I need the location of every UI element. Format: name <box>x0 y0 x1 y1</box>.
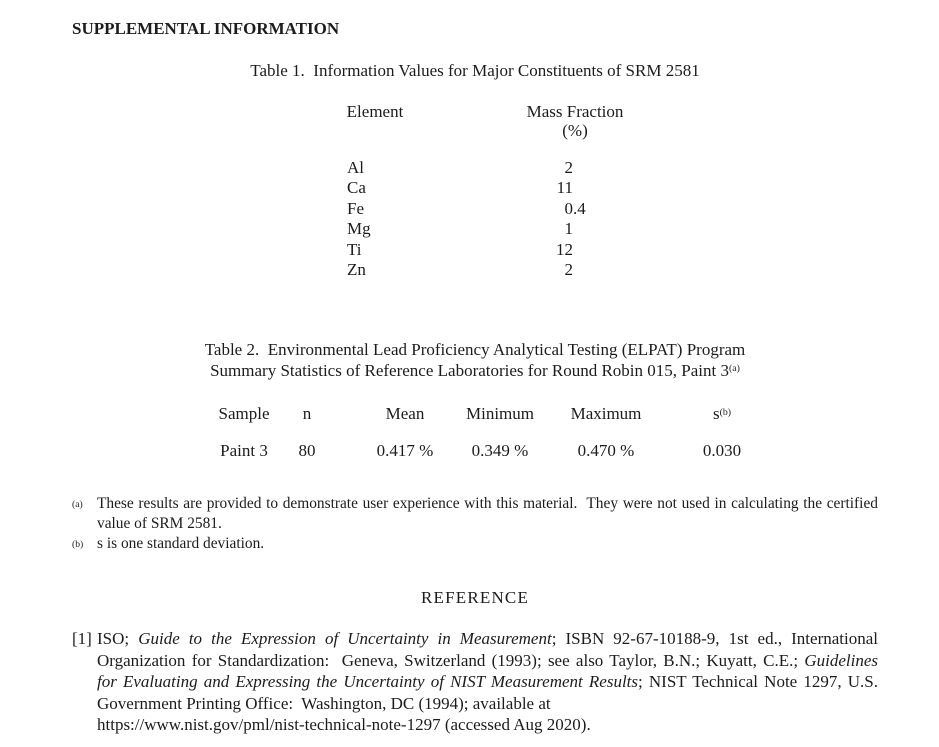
table2-header-minimum: Minimum <box>465 404 535 423</box>
footnotes <box>72 494 878 555</box>
reference-segment: ; ISBN 92-67-10188-9, 1st ed., International <box>551 629 878 648</box>
reference-item <box>72 628 878 736</box>
table1-row <box>347 178 627 198</box>
reference-line <box>97 671 878 693</box>
mass-fraction-unit: (%) <box>562 120 588 140</box>
reference-segment: ISO; <box>97 629 139 648</box>
element-symbol: Ca <box>347 178 366 198</box>
element-symbol: Ti <box>347 239 362 259</box>
footnote-b-reference-mark: (b) <box>719 406 732 418</box>
footnote-line: value of SRM 2581. <box>97 515 222 533</box>
footnote-line: These results are provided to demonstrate user experience with this material. They were not used in calculating the certified <box>97 495 878 512</box>
reference-segment: Guidelines <box>804 650 878 670</box>
reference-segment: Government Printing Office: Washington, DC (1994); available at <box>97 693 551 713</box>
footnote <box>72 534 878 554</box>
mass-fraction-value-int: 11 <box>556 178 573 198</box>
table1-row <box>347 219 627 239</box>
table1-row <box>347 199 627 219</box>
table2-data-row <box>0 441 939 463</box>
element-symbol: Zn <box>347 259 366 279</box>
reference-segment: Guide to the Expression of Uncertainty in Measurement <box>138 629 552 648</box>
footnote <box>72 494 878 534</box>
table2-cell: 0.349 % <box>471 441 529 460</box>
table2-header-n: n <box>302 404 312 423</box>
reference-line <box>97 628 878 650</box>
element-symbol: Al <box>347 158 364 177</box>
table1-row <box>347 158 627 178</box>
reference-line <box>97 650 878 672</box>
table1-caption: Table 1. Information Values for Major Constituents of SRM 2581 <box>250 61 700 80</box>
table2-cell: 0.417 % <box>376 441 434 460</box>
table2-cell: 0.470 % <box>577 441 635 460</box>
mass-fraction-label: Mass Fraction <box>526 102 624 121</box>
table1-row <box>347 240 627 260</box>
table1-column-header-mass-fraction <box>517 103 633 140</box>
table2-header-mean: Mean <box>385 404 425 423</box>
reference-segment: ; NIST Technical Note 1297, U.S. <box>638 672 878 691</box>
table2-header-s: $s^{(b)}$ <box>712 404 732 423</box>
footnote-a-reference-mark: (a) <box>728 363 740 375</box>
element-symbol: Mg <box>347 219 371 239</box>
table2-header-maximum: Maximum <box>570 404 642 423</box>
reference-text <box>72 628 878 736</box>
reference-heading: REFERENCE <box>420 588 530 607</box>
table2-cell: 80 <box>298 441 316 460</box>
reference-line <box>97 693 878 715</box>
table1-row <box>347 260 627 280</box>
reference-segment: for Evaluating and Expressing the Uncertainty of NIST Measurement Results <box>97 672 639 691</box>
section-heading: SUPPLEMENTAL INFORMATION <box>72 19 340 38</box>
table2-caption <box>72 340 878 384</box>
table2-cell: 0.030 <box>702 441 742 460</box>
mass-fraction-value-int: 2 <box>564 158 573 177</box>
reference-number: [1] <box>72 629 92 648</box>
mass-fraction-value-int: 1 <box>564 219 573 239</box>
table2-caption-line2-text: Summary Statistics of Reference Laboratories for Round Robin 015, Paint 3 <box>210 360 729 380</box>
mass-fraction-value-int: 12 <box>556 239 573 259</box>
table2-caption-line2 <box>72 361 878 385</box>
reference-line <box>97 714 878 736</box>
table1-column-header-element: Element <box>346 102 404 121</box>
footnote-marker: (b) <box>72 539 84 551</box>
element-symbol: Fe <box>347 198 364 218</box>
table2-header-row <box>0 404 939 426</box>
table1-body <box>347 158 627 280</box>
table2-cell: Paint 3 <box>220 441 268 460</box>
table2-header-sample: Sample <box>218 404 270 423</box>
reference-url[interactable]: https://www.nist.gov/pml/nist-technical-note-1297 (accessed Aug 2020). <box>97 715 591 734</box>
mass-fraction-value-int: 2 <box>564 259 573 279</box>
table2-caption-line1: Table 2. Environmental Lead Proficiency Analytical Testing (ELPAT) Program <box>204 340 746 359</box>
mass-fraction-value-dec: .4 <box>573 198 586 218</box>
footnote-line: s is one standard deviation. <box>97 535 265 553</box>
reference-segment: Organization for Standardization: Geneva, Switzerland (1993); see also Taylor, B.N.; Kuyatt, C.E.; <box>97 650 805 670</box>
footnote-marker: (a) <box>72 499 83 510</box>
mass-fraction-value-int: 0 <box>564 198 573 218</box>
